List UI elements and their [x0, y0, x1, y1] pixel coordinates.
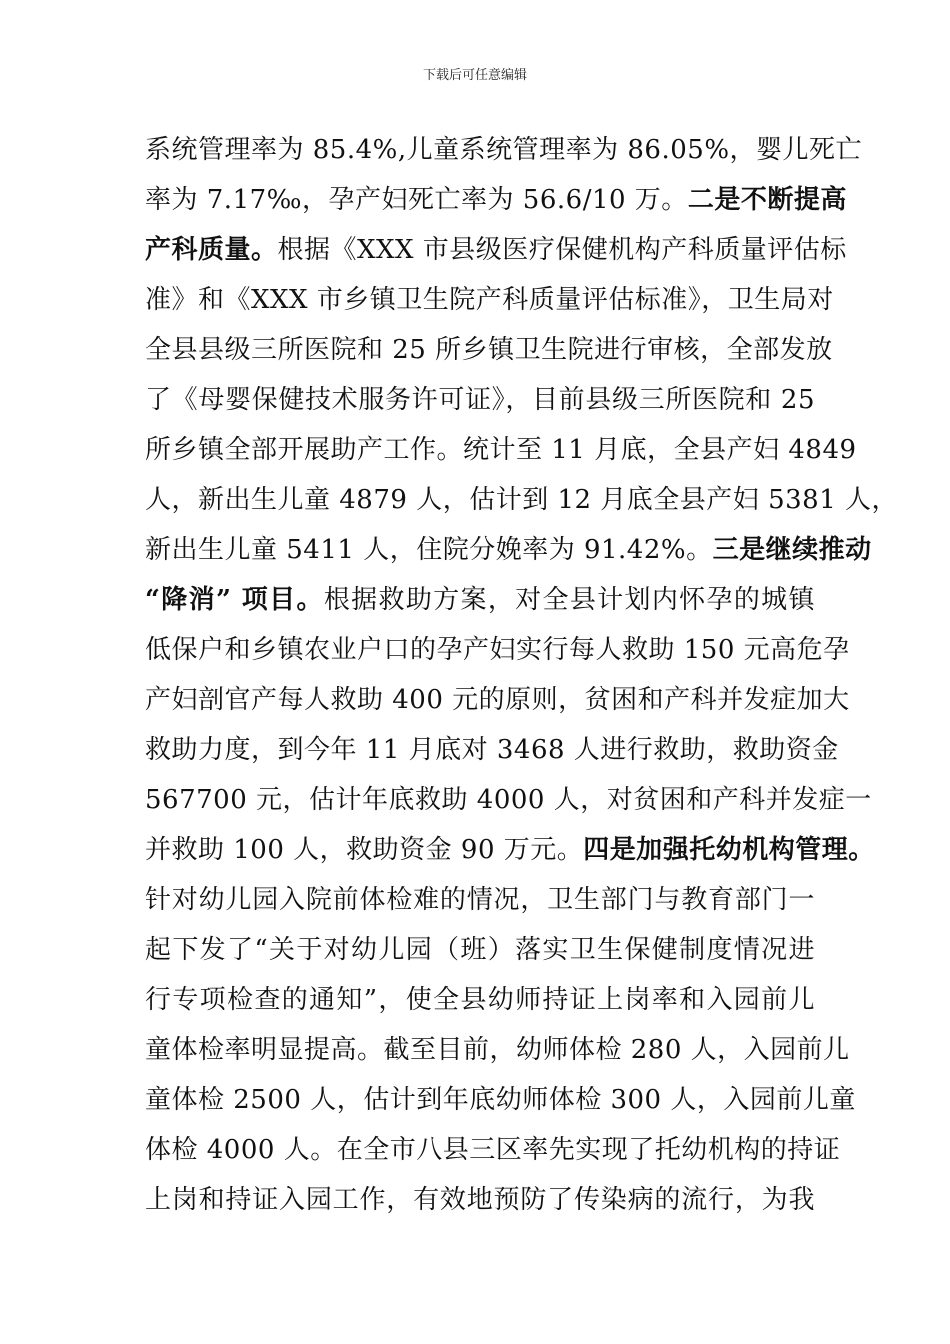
text-segment: 新出生儿童 5411 人，住院分娩率为 91.42%。: [145, 535, 713, 565]
text-line: [145, 125, 863, 175]
text-segment: 低保户和乡镇农业户口的孕产妇实行每人救助 150 元高危孕: [145, 635, 850, 665]
text-segment: 童体检率明显提高。截至目前，幼师体检 280 人，入园前儿: [145, 1035, 850, 1065]
text-segment: 救助力度，到今年 11 月底对 3468 人进行救助，救助资金: [145, 735, 839, 765]
text-segment: 所乡镇全部开展助产工作。统计至 11 月底，全县产妇 4849: [145, 435, 857, 465]
text-segment: 人，新出生儿童 4879 人，估计到 12 月底全县产妇 5381 人，: [145, 485, 899, 515]
text-line: [145, 375, 815, 425]
text-line: [145, 725, 839, 775]
text-segment: 全县县级三所医院和 25 所乡镇卫生院进行审核，全部发放: [145, 335, 833, 365]
text-segment: 产妇剖官产每人救助 400 元的原则，贫困和产科并发症加大: [145, 685, 850, 715]
text-line: [145, 1025, 850, 1075]
text-segment: 准》和《XXX 市乡镇卫生院产科质量评估标准》，卫生局对: [145, 285, 834, 315]
bold-text-segment: 四是加强托幼机构管理。: [583, 835, 875, 865]
text-segment: 并救助 100 人，救助资金 90 万元。: [145, 835, 584, 865]
text-line: [145, 975, 815, 1025]
text-line: [145, 775, 872, 825]
text-line: [145, 1125, 841, 1175]
text-line: [145, 225, 847, 275]
text-segment: 系统管理率为 85.4%,儿童系统管理率为 86.05%，婴儿死亡: [145, 135, 863, 165]
text-line: [145, 1175, 815, 1225]
text-line: [145, 275, 834, 325]
text-line: [145, 925, 815, 975]
text-segment: 根据《XXX 市县级医疗保健机构产科质量评估标: [277, 235, 847, 265]
text-segment: 起下发了“关于对幼儿园（班）落实卫生保健制度情况进: [145, 935, 815, 965]
text-line: [145, 675, 850, 725]
text-segment: 上岗和持证入园工作，有效地预防了传染病的流行，为我: [145, 1185, 815, 1215]
text-line: [145, 825, 875, 875]
text-segment: 针对幼儿园入院前体检难的情况，卫生部门与教育部门一: [145, 885, 815, 915]
text-segment: 行专项检查的通知”，使全县幼师持证上岗率和入园前儿: [145, 985, 815, 1015]
text-segment: 童体检 2500 人，估计到年底幼师体检 300 人，入园前儿童: [145, 1085, 856, 1115]
text-line: [145, 325, 833, 375]
text-segment: 了《母婴保健技术服务许可证》，目前县级三所医院和 25: [145, 385, 815, 415]
text-line: [145, 475, 899, 525]
text-segment: 567700 元，估计年底救助 4000 人，对贫困和产科并发症一: [145, 785, 872, 815]
text-line: [145, 1075, 856, 1125]
text-line: [145, 875, 815, 925]
text-segment: 体检 4000 人。在全市八县三区率先实现了托幼机构的持证: [145, 1135, 841, 1165]
body-text: [145, 125, 899, 1225]
bold-text-segment: 三是继续推动: [712, 535, 872, 565]
page-header: 下载后可任意编辑: [422, 68, 527, 83]
text-line: [145, 525, 872, 575]
bold-text-segment: 二是不断提高: [687, 185, 847, 215]
text-segment: 率为 7.17‰，孕产妇死亡率为 56.6/10 万。: [145, 185, 688, 215]
text-line: [145, 625, 850, 675]
text-line: [145, 425, 857, 475]
bold-text-segment: “降消” 项目。: [145, 585, 324, 615]
text-segment: 根据救助方案，对全县计划内怀孕的城镇: [323, 585, 815, 615]
text-line: [145, 175, 847, 225]
text-line: [145, 575, 815, 625]
bold-text-segment: 产科质量。: [145, 235, 278, 265]
